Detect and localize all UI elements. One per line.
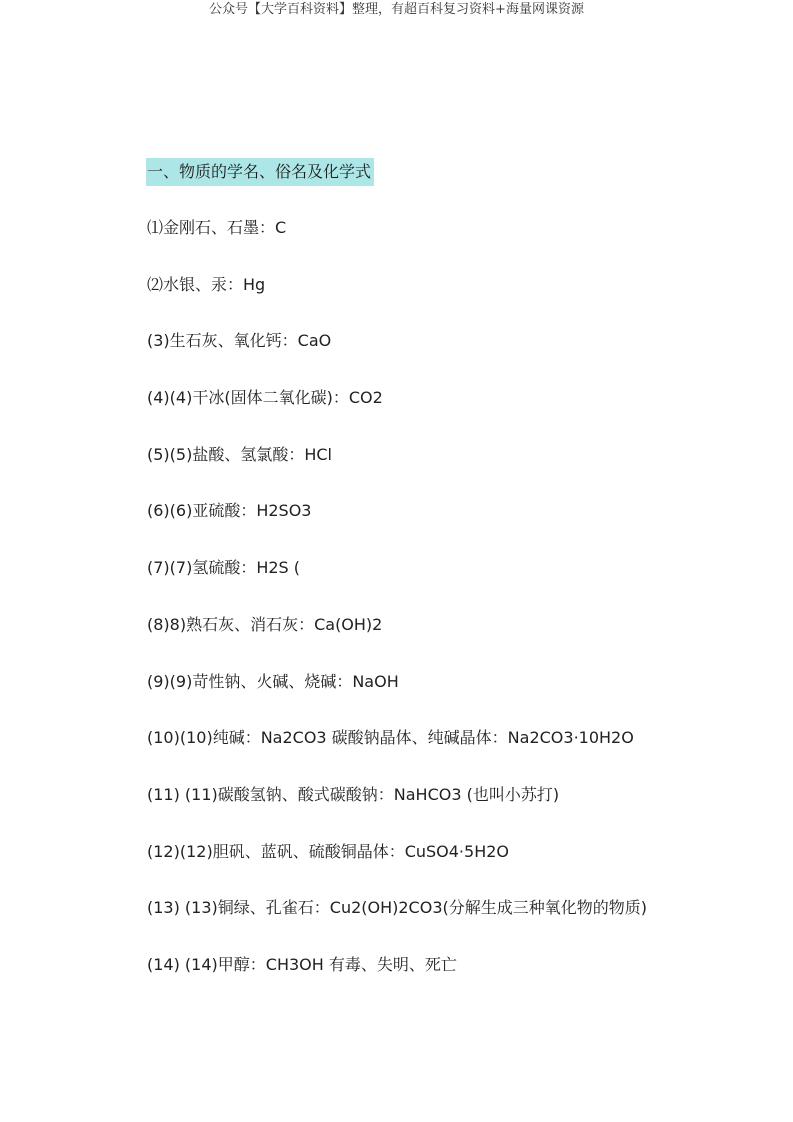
list-item: (4)(4)干冰(固体二氧化碳)：CO2: [147, 388, 383, 408]
list-item: (7)(7)氢硫酸：H2S (: [147, 558, 301, 578]
list-item: (13) (13)铜绿、孔雀石：Cu2(OH)2CO3(分解生成三种氧化物的物质): [147, 898, 647, 918]
section-heading: 一、物质的学名、俗名及化学式: [146, 158, 374, 186]
list-item: (11) (11)碳酸氢钠、酸式碳酸钠：NaHCO3 (也叫小苏打): [147, 784, 560, 804]
list-item: (12)(12)胆矾、蓝矾、硫酸铜晶体：CuSO4·5H2O: [147, 841, 510, 861]
list-item: (9)(9)苛性钠、火碱、烧碱：NaOH: [147, 671, 399, 691]
list-item: ⑵水银、汞：Hg: [147, 274, 266, 294]
list-item: (3)生石灰、氧化钙：CaO: [147, 331, 332, 351]
list-item: (5)(5)盐酸、氢氯酸：HCl: [147, 444, 332, 464]
header-note: 公众号【大学百科资料】整理，有超百科复习资料+海量网课资源: [209, 2, 584, 17]
list-item: (10)(10)纯碱：Na2CO3 碳酸钠晶体、纯碱晶体：Na2CO3·10H2O: [147, 728, 634, 748]
list-item: (14) (14)甲醇：CH3OH 有毒、失明、死亡: [147, 954, 457, 974]
entry-list: [147, 216, 647, 1010]
list-item: (8)8)熟石灰、消石灰：Ca(OH)2: [147, 614, 383, 634]
list-item: ⑴金刚石、石墨：C: [147, 218, 287, 237]
list-item: (6)(6)亚硫酸：H2SO3: [147, 501, 312, 521]
